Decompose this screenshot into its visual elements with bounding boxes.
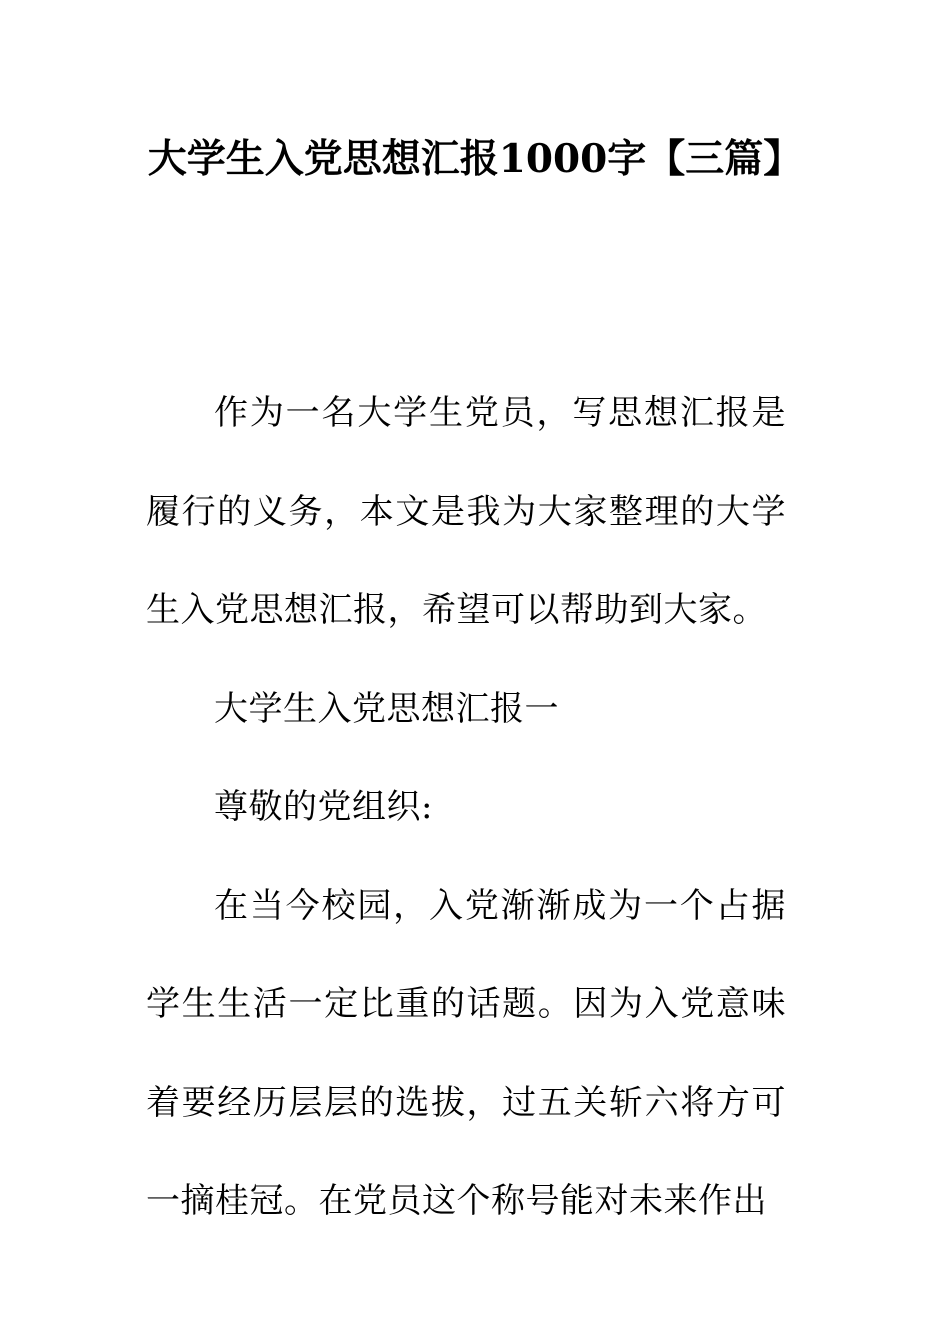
section-heading: 大学生入党思想汇报一 (214, 688, 559, 729)
intro-paragraph: 作为一名大学生党员，写思想汇报是履行的义务，本文是我为大家整理的大学生入党思想汇报，希望可以帮助到大家。 (146, 393, 786, 630)
document-body (146, 364, 786, 1251)
salutation: 尊敬的党组织: (214, 787, 433, 827)
document-title: 大学生入党思想汇报1000字【三篇】 (147, 136, 803, 182)
body-paragraph: 在当今校园，入党渐渐成为一个占据学生生活一定比重的话题。因为入党意味着要经历层层的选拔，过五关斩六将方可一摘桂冠。在党员这个称号能对未来作出 (146, 885, 786, 1221)
